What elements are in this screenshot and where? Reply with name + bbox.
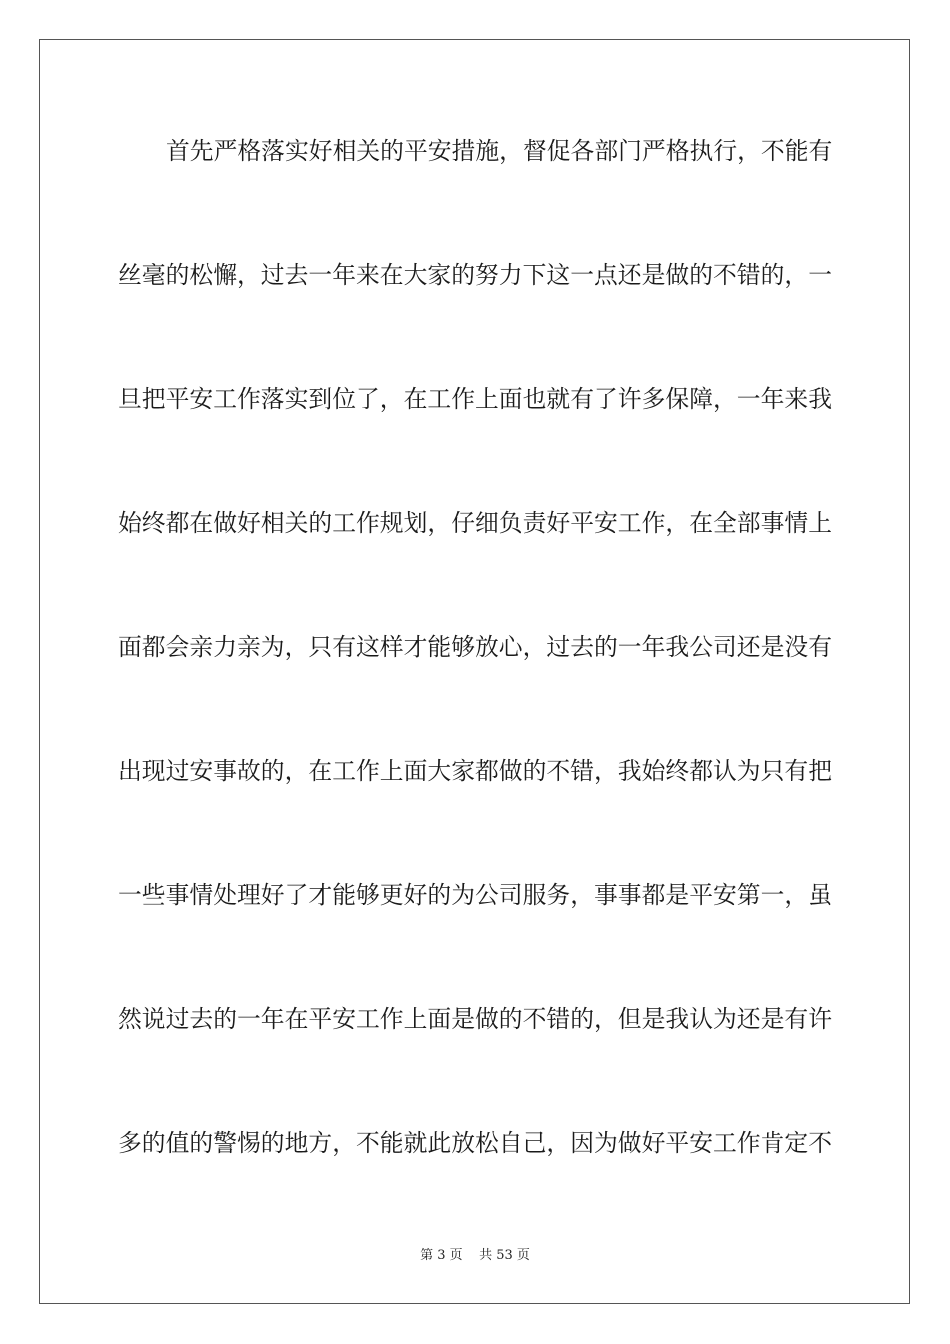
body-text-line-7: 一些事情处理好了才能够更好的为公司服务，事事都是平安第一，虽 (118, 881, 832, 909)
body-text-line-1: 首先严格落实好相关的平安措施，督促各部门严格执行，不能有 (166, 137, 833, 165)
body-text-line-6: 出现过安事故的，在工作上面大家都做的不错，我始终都认为只有把 (118, 757, 832, 785)
body-text-line-5: 面都会亲力亲为，只有这样才能够放心，过去的一年我公司还是没有 (118, 633, 832, 661)
body-text-line-9: 多的值的警惕的地方，不能就此放松自己，因为做好平安工作肯定不 (118, 1129, 832, 1157)
body-text-line-3: 旦把平安工作落实到位了，在工作上面也就有了许多保障，一年来我 (118, 385, 832, 413)
body-text-line-2: 丝毫的松懈，过去一年来在大家的努力下这一点还是做的不错的，一 (118, 261, 832, 289)
page-border (39, 39, 910, 1304)
body-text-line-8: 然说过去的一年在平安工作上面是做的不错的，但是我认为还是有许 (118, 1005, 832, 1033)
page-number-footer: 第 3 页 共 53 页 (420, 1248, 530, 1263)
body-text-line-4: 始终都在做好相关的工作规划，仔细负责好平安工作，在全部事情上 (118, 509, 832, 537)
